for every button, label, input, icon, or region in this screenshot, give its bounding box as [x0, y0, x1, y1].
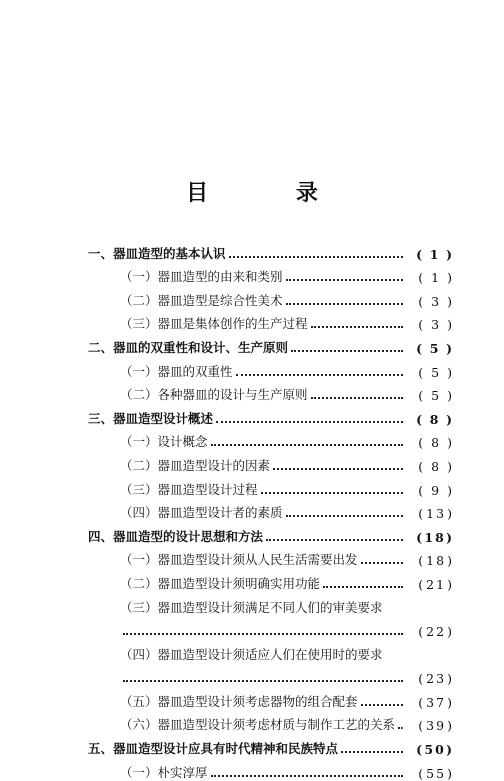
page-number-value: 50 [424, 742, 446, 758]
toc-entry-label: （一）器皿造型的由来和类别 [120, 269, 283, 285]
page-number-value: 8 [431, 435, 442, 451]
toc-entry-label: （六）器皿造型设计须考虑材质与制作工艺的关系 [120, 717, 396, 733]
toc-page-number: ( 1 ) [418, 270, 454, 286]
page-number-value: 3 [431, 293, 442, 309]
toc-page-number: (18) [418, 553, 454, 569]
toc-entry-label: （二）器皿造型是综合性美术 [120, 292, 283, 308]
toc-page-number: (39) [418, 718, 454, 734]
toc-page-number: ( 8 ) [416, 411, 454, 427]
toc-entry-label: （四）器皿造型设计者的素质 [120, 505, 283, 521]
dot-leader [216, 421, 403, 423]
toc-chapter-entry [88, 332, 454, 356]
page-number-value: 5 [429, 340, 441, 356]
page-number-value: 8 [429, 411, 441, 427]
toc-entry-label: 二、器皿的双重性和设计、生产原则 [88, 339, 289, 355]
toc-page-number: ( 5 ) [418, 388, 454, 404]
toc-page-number: (23) [418, 671, 454, 687]
page-number-value: 21 [426, 576, 447, 592]
toc-page-number: (22) [418, 624, 454, 640]
page-number-value: 37 [426, 694, 447, 710]
dot-leader [311, 326, 403, 328]
dot-leader [286, 303, 403, 305]
dot-leader [398, 727, 403, 729]
toc-entry-label: 五、器皿造型设计应具有时代精神和民族特点 [88, 741, 339, 757]
toc-page-number: ( 8 ) [418, 435, 454, 451]
toc-entry-label: （二）各种器皿的设计与生产原则 [120, 387, 308, 403]
dot-leader [229, 256, 403, 258]
page-number-value: 1 [429, 246, 441, 262]
toc-section-entry [88, 380, 454, 404]
toc-page-number: (37) [418, 694, 454, 710]
page-number-value: 18 [424, 529, 446, 545]
page-number-value: 5 [431, 388, 442, 404]
page-number-value: 5 [431, 364, 442, 380]
page-number-value: 55 [426, 765, 447, 781]
toc-chapter-entry [88, 521, 454, 545]
page-number-value: 22 [426, 624, 447, 640]
page-number-value: 8 [431, 458, 442, 474]
toc-entry-label: （五）器皿造型设计须考虑器物的组合配套 [120, 693, 358, 709]
page-number-value: 9 [431, 482, 442, 498]
toc-section-entry [88, 474, 454, 498]
page-number-value: 13 [426, 506, 447, 522]
dot-leader [261, 492, 403, 494]
toc-chapter-entry [88, 733, 454, 757]
toc-page-number: ( 5 ) [418, 364, 454, 380]
page-number-value: 3 [431, 317, 442, 333]
toc-page-number: ( 8 ) [418, 458, 454, 474]
toc-entry-label: （三）器皿造型设计须满足不同人们的审美要求 [120, 599, 383, 615]
toc-section-entry [88, 592, 454, 616]
toc-page-number: (50) [416, 742, 454, 758]
dot-leader [236, 374, 403, 376]
toc-chapter-entry [88, 403, 454, 427]
toc-section-entry [88, 356, 454, 380]
toc-page-number: (55) [418, 765, 454, 781]
toc-entry-label: （二）器皿造型设计须明确实用功能 [120, 575, 321, 591]
toc-entry-label: （四）器皿造型设计须适应人们在使用时的要求 [120, 646, 383, 662]
toc-section-entry [88, 757, 454, 781]
page-number-value: 23 [426, 671, 447, 687]
toc-section-entry [88, 616, 454, 640]
toc-section-entry [88, 545, 454, 569]
toc-page-number: (18) [416, 529, 454, 545]
toc-entry-label: （一）器皿的双重性 [120, 363, 233, 379]
toc-section-entry [88, 285, 454, 309]
toc-entry-label: （二）器皿造型设计的因素 [120, 457, 271, 473]
toc-page-number: ( 3 ) [418, 293, 454, 309]
toc-entry-label: （一）器皿造型设计须从人民生活需要出发 [120, 552, 358, 568]
toc-section-entry [88, 686, 454, 710]
toc-entry-label: （一）朴实淳厚 [120, 764, 208, 780]
dot-leader [341, 751, 403, 753]
toc-chapter-entry [88, 238, 454, 262]
dot-leader [361, 562, 403, 564]
dot-leader [211, 444, 403, 446]
dot-leader [291, 350, 403, 352]
toc-entry-label: （一）设计概念 [120, 434, 208, 450]
toc-section-entry [88, 710, 454, 734]
dot-leader [266, 539, 403, 541]
toc-section-entry [88, 663, 454, 687]
dot-leader [273, 468, 403, 470]
toc-section-entry [88, 262, 454, 286]
toc-page-number: (21) [418, 576, 454, 592]
toc-section-entry [88, 450, 454, 474]
table-of-contents [88, 238, 454, 781]
dot-leader [123, 633, 403, 635]
toc-page-number: ( 3 ) [418, 317, 454, 333]
dot-leader [361, 704, 403, 706]
page-number-value: 18 [426, 553, 447, 569]
toc-entry-label: 一、器皿造型的基本认识 [88, 245, 226, 261]
page-number-value: 1 [431, 270, 442, 286]
toc-page-number: ( 1 ) [416, 246, 454, 262]
dot-leader [311, 397, 403, 399]
page-title: 目 录 [186, 180, 358, 206]
dot-leader [286, 279, 403, 281]
toc-entry-label: （三）器皿造型设计过程 [120, 481, 258, 497]
toc-page-number: ( 9 ) [418, 482, 454, 498]
toc-section-entry [88, 568, 454, 592]
toc-section-entry [88, 498, 454, 522]
toc-section-entry [88, 427, 454, 451]
page-number-value: 39 [426, 718, 447, 734]
toc-section-entry [88, 309, 454, 333]
toc-page-number: (13) [418, 506, 454, 522]
toc-entry-label: （三）器皿是集体创作的生产过程 [120, 316, 308, 332]
toc-entry-label: 三、器皿造型设计概述 [88, 410, 214, 426]
dot-leader [123, 680, 403, 682]
toc-page-number: ( 5 ) [416, 340, 454, 356]
dot-leader [323, 586, 403, 588]
dot-leader [286, 515, 403, 517]
toc-section-entry [88, 639, 454, 663]
toc-entry-label: 四、器皿造型的设计思想和方法 [88, 528, 264, 544]
